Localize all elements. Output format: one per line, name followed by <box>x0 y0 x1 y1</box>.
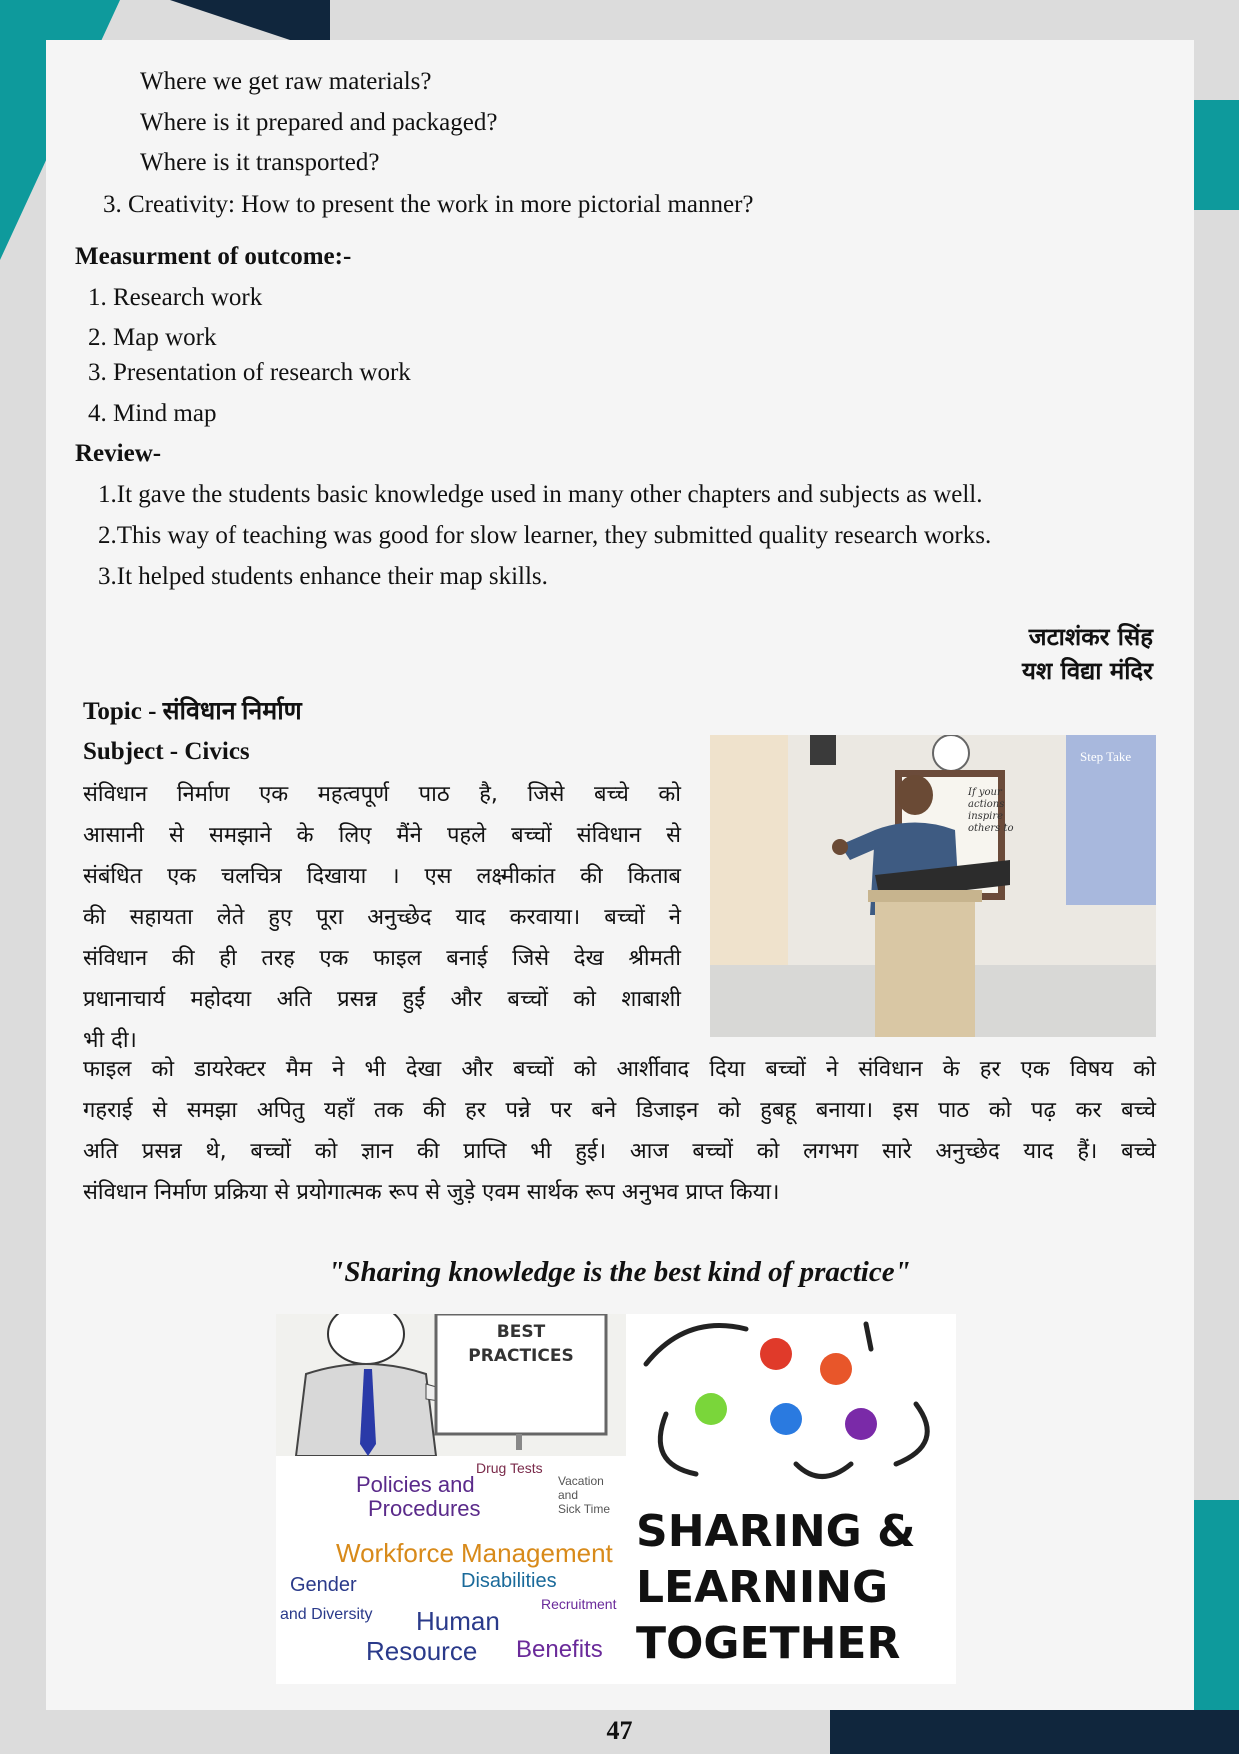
photo-board-text <box>968 787 1048 835</box>
best-practices-label <box>436 1320 606 1368</box>
measurement-item-4: 4. Mind map <box>88 400 217 427</box>
sharing-line: LEARNING <box>636 1562 889 1613</box>
paragraph-2-line: अति प्रसन्न थे, बच्चों को ज्ञान की प्राप्ति भी हुई। आज बच्चों को लगभग सारे अनुच्छेद याद हैं। बच्चे <box>83 1139 1156 1164</box>
cloud-word: Policies and <box>356 1472 475 1497</box>
paragraph-1-line: प्रधानाचार्य महोदया अति प्रसन्न हुईं और बच्चों को शाबाशी <box>83 987 681 1012</box>
question-raw-materials: Where we get raw materials? <box>140 68 432 95</box>
cloud-word: Recruitment <box>541 1596 617 1612</box>
cloud-word: Management <box>461 1538 613 1568</box>
paragraph-2-line: गहराई से समझा अपितु यहाँ तक की हर पन्ने पर बने डिजाइन को हुबहू बनाया। इस पाठ को पढ़ कर बच्चे <box>83 1098 1156 1123</box>
review-heading: Review- <box>75 440 162 467</box>
board-text-line: If your <box>968 787 1002 798</box>
paragraph-1-line: भी दी। <box>83 1028 137 1053</box>
teacher-podium-photo <box>710 735 1156 1037</box>
paragraph-1-line: आसानी से समझाने के लिए मैंने पहले बच्चों संविधान से <box>83 823 681 848</box>
measurement-heading: Measurment of outcome:- <box>75 243 352 270</box>
board-text-line: inspire <box>968 811 1004 822</box>
corner-shape-top-navy <box>170 0 330 40</box>
sharing-learning-text <box>636 1504 946 1672</box>
question-prepared: Where is it prepared and packaged? <box>140 109 498 136</box>
author-name: जटाशंकर सिंह <box>1028 623 1153 651</box>
best-practices-collage <box>276 1314 956 1684</box>
measurement-item-1: 1. Research work <box>88 284 263 311</box>
cloud-word: Procedures <box>368 1496 481 1521</box>
cloud-word: and Diversity <box>280 1606 373 1623</box>
measurement-item-2: 2. Map work <box>88 324 217 351</box>
corner-shape-top-right-teal <box>1194 100 1239 210</box>
topic-line: Topic - संविधान निर्माण <box>83 698 302 725</box>
paragraph-1-line: की सहायता लेते हुए पूरा अनुच्छेद याद करवाया। बच्चों ने <box>83 905 681 930</box>
author-school: यश विद्या मंदिर <box>1022 657 1153 685</box>
cloud-word: Gender <box>290 1574 357 1596</box>
review-item-2: 2.This way of teaching was good for slow learner, they submitted quality research works. <box>98 522 992 549</box>
cloud-word: Human <box>416 1606 500 1636</box>
best-practices-line: PRACTICES <box>468 1346 574 1366</box>
review-item-3: 3.It helped students enhance their map skills. <box>98 563 548 590</box>
board-text-line: others to <box>968 823 1014 834</box>
photo-screen-title: Step Take <box>1080 749 1132 764</box>
paragraph-2 <box>83 1049 1156 1213</box>
quote: "Sharing knowledge is the best kind of practice" <box>328 1256 911 1288</box>
paragraph-1 <box>83 774 681 1061</box>
subject-line: Subject - Civics <box>83 738 250 765</box>
page-number: 47 <box>606 1716 633 1745</box>
board-text-line: actions <box>968 799 1005 810</box>
paragraph-1-line: संविधान निर्माण एक महत्वपूर्ण पाठ है, जिसे बच्चे को <box>83 782 681 807</box>
sharing-line: SHARING & <box>636 1506 916 1557</box>
creativity-item: 3. Creativity: How to present the work in more pictorial manner? <box>103 191 754 218</box>
paragraph-2-line: संविधान निर्माण प्रक्रिया से प्रयोगात्मक रूप से जुड़े एवम सार्थक रूप अनुभव प्राप्त किया। <box>83 1180 780 1205</box>
paragraph-1-line: संविधान की ही तरह एक फाइल बनाई जिसे देख श्रीमती <box>83 946 681 971</box>
review-item-1: 1.It gave the students basic knowledge used in many other chapters and subjects as well. <box>98 481 983 508</box>
paragraph-2-line: फाइल को डायरेक्टर मैम ने भी देखा और बच्चों को आर्शीवाद दिया बच्चों ने संविधान के हर एक विषय को <box>83 1057 1156 1082</box>
cloud-word: Drug Tests <box>476 1460 543 1476</box>
cloud-word: Sick Time <box>558 1502 611 1516</box>
cloud-word: Workforce <box>336 1538 454 1568</box>
measurement-item-3: 3. Presentation of research work <box>88 359 411 386</box>
sharing-learning-panel <box>626 1314 956 1684</box>
cartoon-panel <box>276 1314 626 1456</box>
cloud-word: Vacation <box>558 1474 604 1488</box>
cloud-word: Disabilities <box>461 1570 557 1592</box>
hr-word-cloud <box>276 1456 626 1684</box>
cloud-word: Benefits <box>516 1636 603 1663</box>
sharing-line: TOGETHER <box>636 1618 901 1669</box>
cloud-word: and <box>558 1488 579 1502</box>
paragraph-1-line: संबंधित एक चलचित्र दिखाया । एस लक्ष्मीकांत की किताब <box>83 864 681 889</box>
best-practices-line: BEST <box>496 1322 546 1342</box>
cloud-word: Resource <box>366 1636 478 1666</box>
question-transported: Where is it transported? <box>140 149 380 176</box>
